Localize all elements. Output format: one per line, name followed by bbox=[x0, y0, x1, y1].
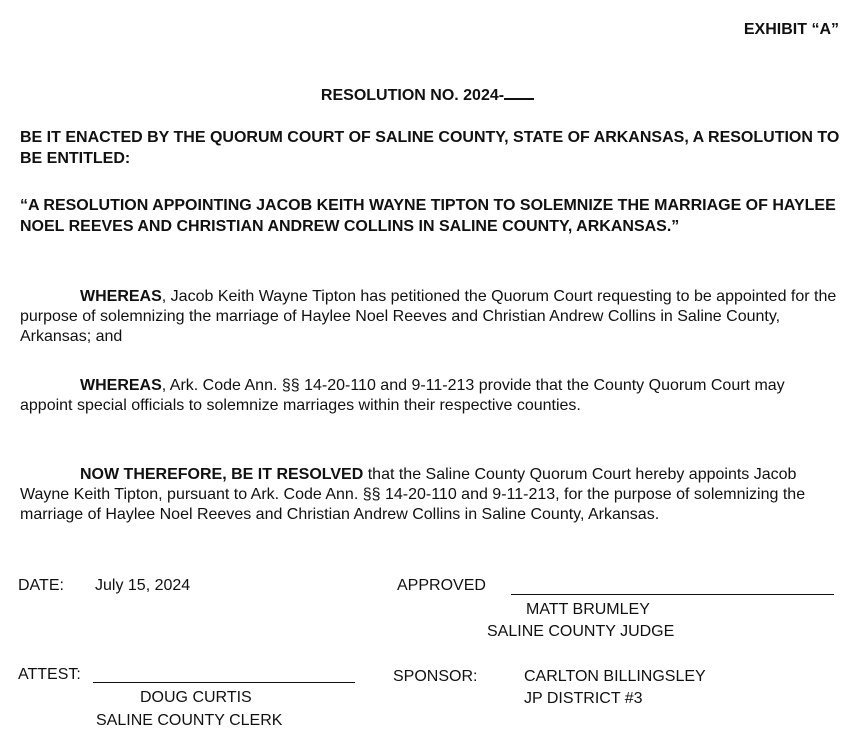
paragraph-text: , Jacob Keith Wayne Tipton has petitioned the Quorum Court requesting to be appointed for the purpose of solemnizing the marriage of Haylee Noel Reeves and Christian Andrew Collins in Saline County, Arkansas; and bbox=[20, 288, 837, 345]
exhibit-label: EXHIBIT “A” bbox=[743, 21, 839, 38]
resolution-number bbox=[0, 84, 855, 105]
approved-signature-line bbox=[511, 594, 834, 595]
resolved-paragraph bbox=[20, 465, 840, 525]
sponsor-title: JP DISTRICT #3 bbox=[524, 690, 643, 707]
date-value: July 15, 2024 bbox=[95, 577, 191, 594]
attester-title: SALINE COUNTY CLERK bbox=[96, 712, 283, 729]
date-label: DATE: bbox=[18, 577, 64, 594]
attest-label: ATTEST: bbox=[18, 666, 81, 683]
paragraph-lead: WHEREAS bbox=[80, 288, 162, 305]
resolution-number-text: RESOLUTION NO. 2024- bbox=[320, 87, 505, 104]
whereas-paragraph-2 bbox=[20, 376, 840, 416]
approver-name: MATT BRUMLEY bbox=[526, 601, 650, 618]
paragraph-lead: WHEREAS bbox=[80, 377, 162, 394]
paragraph-lead: NOW THEREFORE, BE IT RESOLVED bbox=[80, 466, 364, 483]
attest-signature-line bbox=[93, 682, 355, 683]
whereas-paragraph-1 bbox=[20, 287, 840, 347]
paragraph-text: that the Saline County Quorum Court hereby appoints Jacob Wayne Keith Tipton, pursuant to Ark. Code Ann. §§ 14-20-110 and 9-11-213, for the purpose of solemnizing the marriage of Haylee Noel Reeves and Christian Andrew Collins in Saline County, Arkansas. bbox=[20, 466, 806, 523]
resolution-number-blank bbox=[504, 84, 534, 100]
approved-label: APPROVED bbox=[397, 577, 486, 594]
enacting-clause: BE IT ENACTED BY THE QUORUM COURT OF SALINE COUNTY, STATE OF ARKANSAS, A RESOLUTION TO BE ENTITLED: bbox=[20, 129, 840, 167]
approver-title: SALINE COUNTY JUDGE bbox=[487, 623, 675, 640]
paragraph-text: , Ark. Code Ann. §§ 14-20-110 and 9-11-213 provide that the County Quorum Court may appoint special officials to solemnize marriages within their respective counties. bbox=[20, 377, 785, 414]
sponsor-name: CARLTON BILLINGSLEY bbox=[524, 668, 706, 685]
attester-name: DOUG CURTIS bbox=[140, 689, 252, 706]
sponsor-label: SPONSOR: bbox=[393, 668, 478, 685]
resolution-title: “A RESOLUTION APPOINTING JACOB KEITH WAYNE TIPTON TO SOLEMNIZE THE MARRIAGE OF HAYLEE NOEL REEVES AND CHRISTIAN ANDREW COLLINS IN SALINE COUNTY, ARKANSAS.” bbox=[20, 197, 836, 235]
